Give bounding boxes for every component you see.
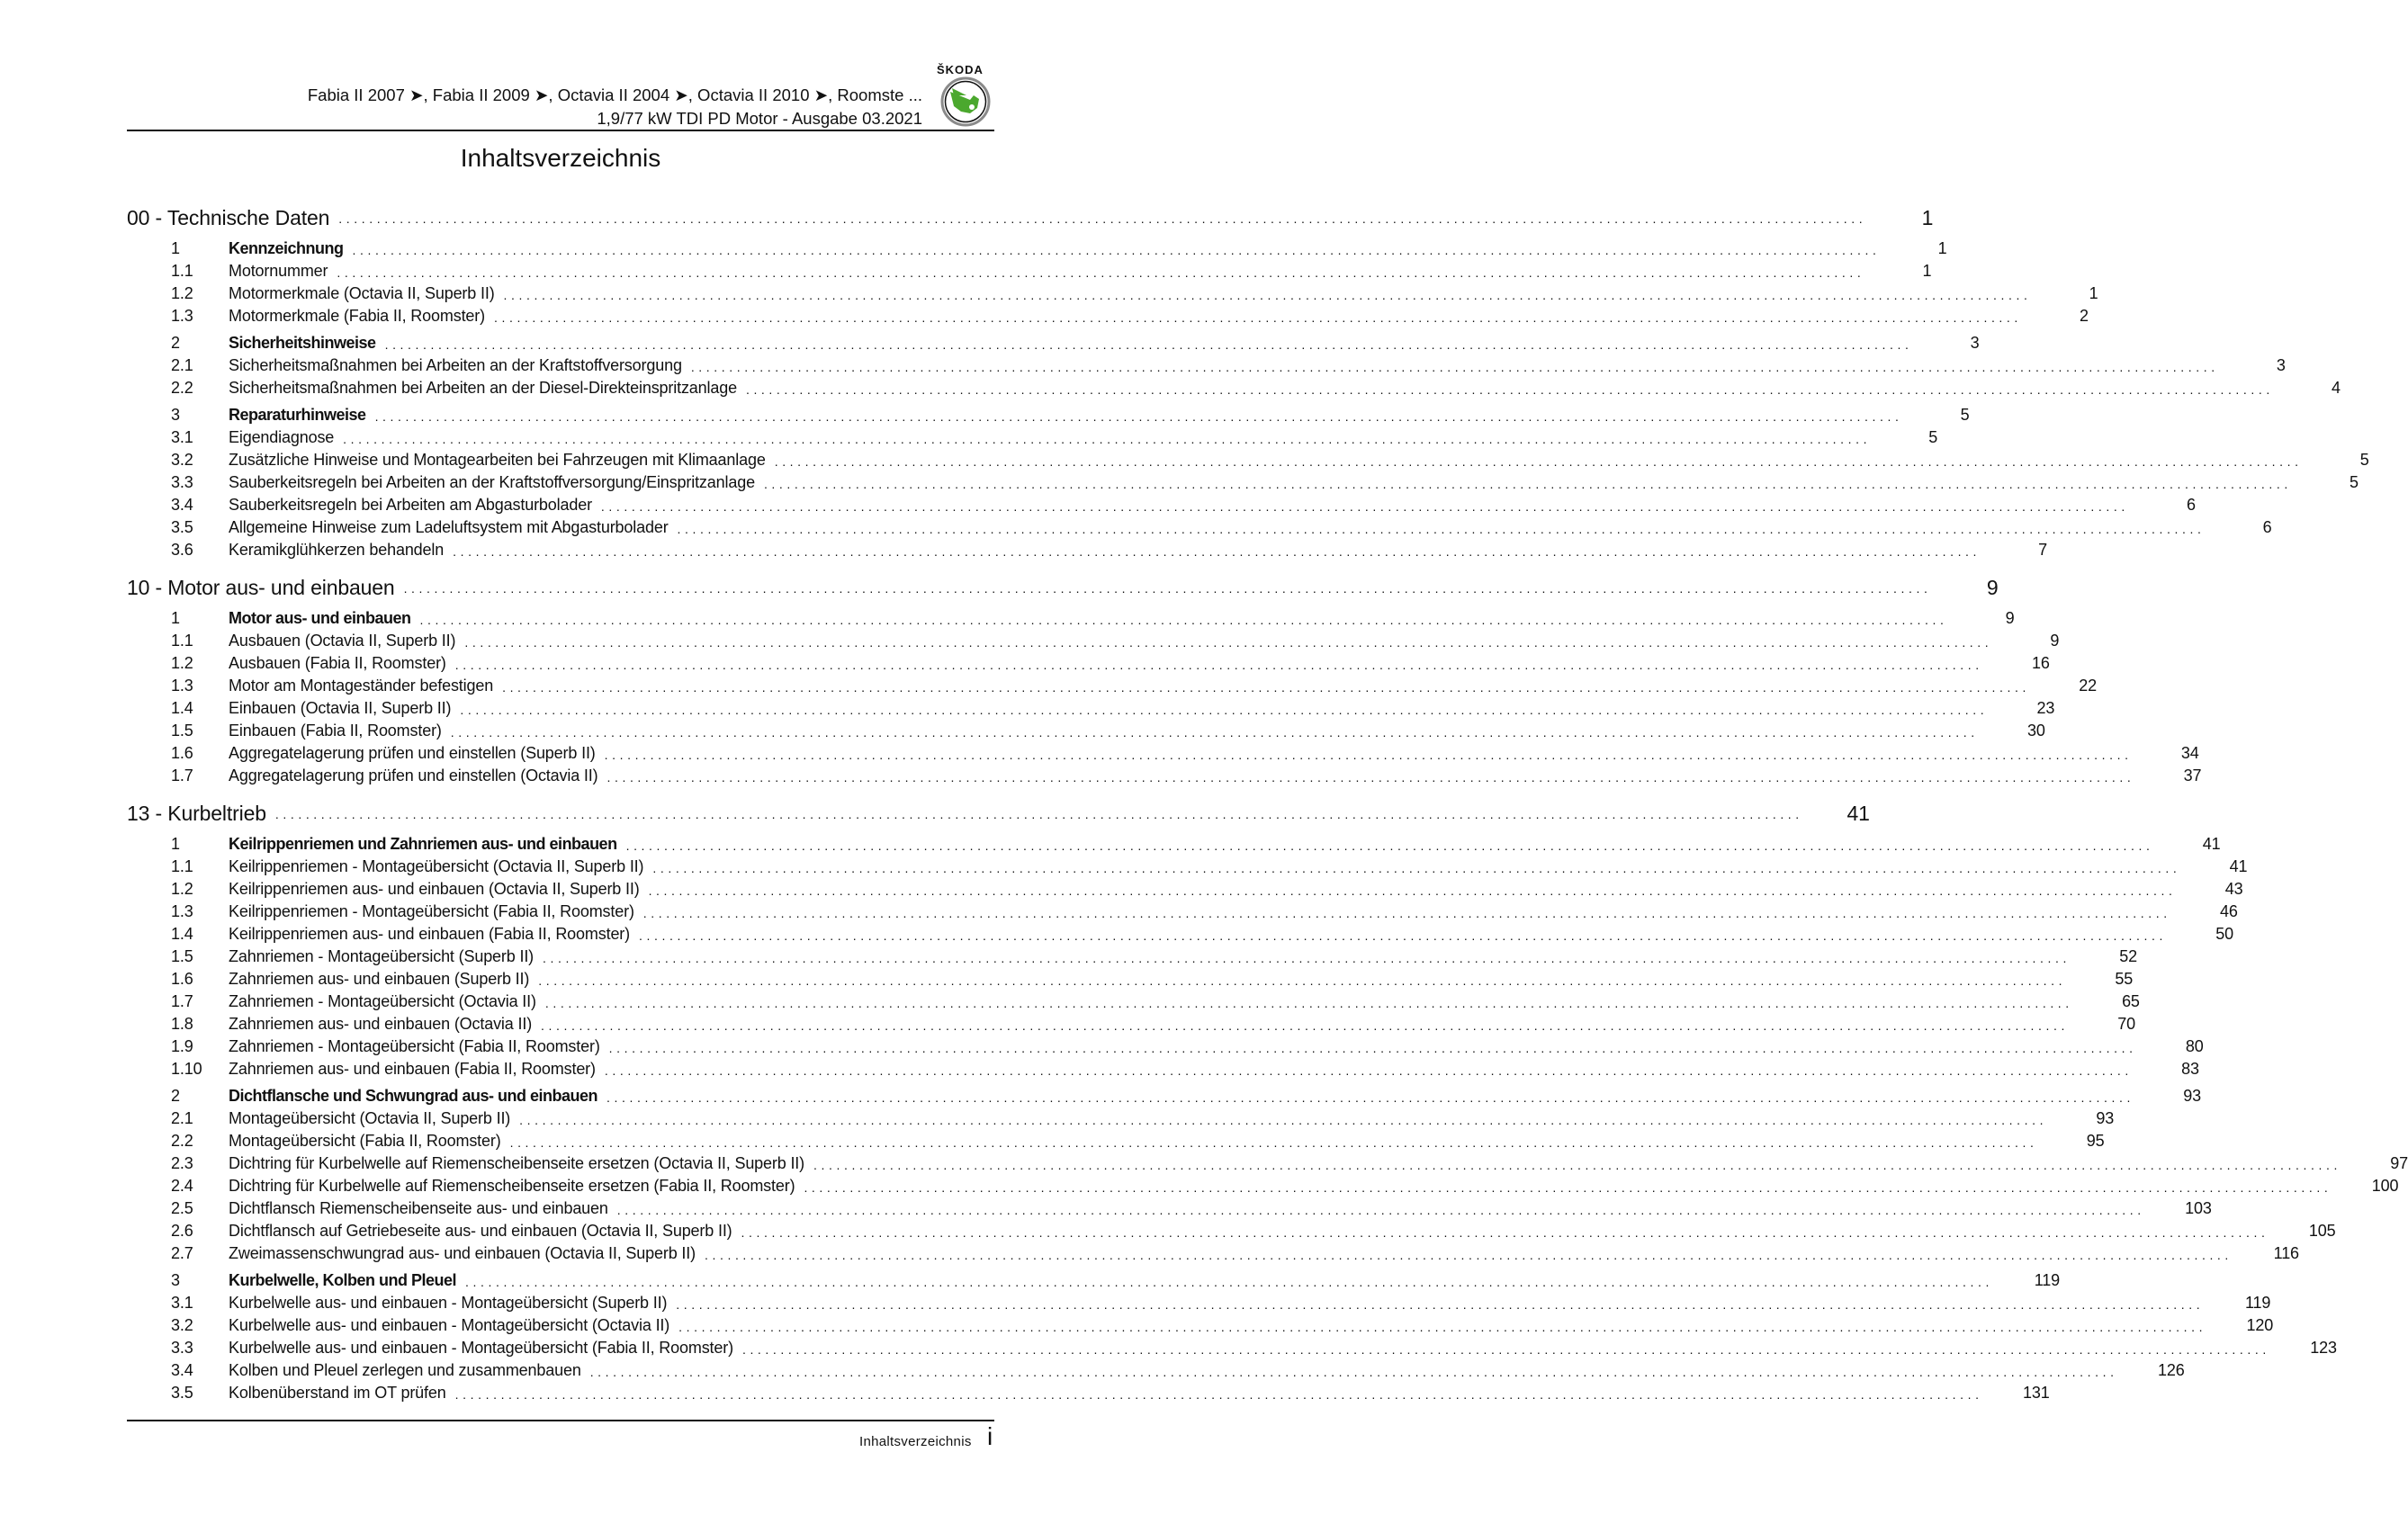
entry-number: 1.10 [171,1060,202,1078]
dot-leader: ........................................................................................................................................................................................................ [676,1296,2205,1312]
page-number: 9 [2005,609,2015,627]
entry-title: Kennzeichnung [229,239,344,257]
entry-number: 1.2 [171,654,193,672]
entry-title: Kurbelwelle aus- und einbauen - Montageübersicht (Octavia II) [229,1316,670,1334]
entry-number: 1 [171,835,180,853]
page-number: 3 [2276,356,2286,374]
page-number: 131 [2022,1384,2050,1402]
page-number: 52 [2119,947,2137,965]
dot-leader: ........................................................................................................................................................................................................ [604,747,2133,762]
page-number: 23 [2036,699,2055,717]
page-number: 22 [2079,677,2098,695]
page-number: 5 [1960,406,1970,424]
dot-leader: ........................................................................................................................................................................................................ [608,1040,2137,1055]
entry-number: 1.2 [171,880,193,898]
entry-title: Dichtring für Kurbelwelle auf Riemenscheibenseite ersetzen (Octavia II, Superb II) [229,1154,805,1172]
page-title: Inhaltsverzeichnis [460,144,661,172]
dot-leader: ........................................................................................................................................................................................................ [464,634,1993,650]
entry-number: 2.3 [171,1154,193,1172]
entry-title: Motormerkmale (Fabia II, Roomster) [229,307,485,325]
toc-entry[interactable] [127,1152,2408,1175]
header-rule [127,130,994,131]
dot-leader: ........................................................................................................................................................................................................ [274,807,1803,821]
entry-number: 2.4 [171,1177,193,1195]
entry-number: 1.6 [171,970,193,988]
page-number: 65 [2122,992,2140,1010]
dot-leader: ........................................................................................................................................................................................................ [642,905,2171,920]
entry-title: Einbauen (Fabia II, Roomster) [229,722,442,740]
entry-title: Motor aus- und einbauen [229,609,411,627]
dot-leader: ........................................................................................................................................................................................................ [519,1112,2048,1127]
page-number: 1 [1921,205,1934,229]
dot-leader: ........................................................................................................................................................................................................ [543,950,2071,965]
entry-number: 3.3 [171,473,193,491]
entry-title: Keilrippenriemen - Montageübersicht (Fabia II, Roomster) [229,902,634,920]
entry-title: Dichtflansch Riemenscheibenseite aus- und einbauen [229,1199,608,1217]
page-number: 116 [2273,1244,2299,1262]
entry-title: Zahnriemen - Montageübersicht (Superb II) [229,947,535,965]
dot-leader: ........................................................................................................................................................................................................ [704,1247,2233,1262]
dot-leader: ........................................................................................................................................................................................................ [745,381,2274,397]
entry-number: 3.4 [171,1361,193,1379]
entry-number: 2.7 [171,1244,193,1262]
entry-number: 1.6 [171,744,193,762]
toc-entry[interactable] [127,1314,2274,1337]
dot-leader: ........................................................................................................................................................................................................ [465,1274,1993,1289]
toc-entry[interactable] [127,765,2202,787]
entry-number: 3 [171,1271,180,1289]
entry-number: 3.5 [171,518,193,536]
entry-title: Zusätzliche Hinweise und Montagearbeiten bei Fahrzeugen mit Klimaanlage [229,451,766,469]
entry-title: Keilrippenriemen und Zahnriemen aus- und einbauen [229,835,617,853]
page-number: 126 [2158,1361,2185,1379]
toc-entry[interactable] [127,1130,2105,1152]
toc-entry[interactable] [127,449,2369,471]
entry-title: Keramikglühkerzen behandeln [229,541,445,559]
toc-entry[interactable] [127,630,2060,652]
page-number: 105 [2308,1222,2336,1240]
page-number: 1 [1922,262,1932,280]
entry-title: Kurbelwelle, Kolben und Pleuel [229,1271,457,1289]
toc-section-heading[interactable] [127,202,1934,233]
entry-title: Montageübersicht (Octavia II, Superb II) [229,1109,511,1127]
entry-number: 3.6 [171,541,193,559]
header-vehicle-models: Fabia II 2007 ➤, Fabia II 2009 ➤, Octavia II 2004 ➤, Octavia II 2010 ➤, Roomste ... [307,85,922,104]
toc-entry[interactable] [127,282,2098,305]
toc-entry[interactable] [127,516,2272,539]
dot-leader: ........................................................................................................................................................................................................ [338,211,1867,226]
header-engine-edition: 1,9/77 kW TDI PD Motor - Ausgabe 03.2021 [597,109,922,128]
entry-number: 2.6 [171,1222,193,1240]
dot-leader: ........................................................................................................................................................................................................ [648,883,2177,898]
entry-title: Sauberkeitsregeln bei Arbeiten an der Kraftstoffversorgung/Einspritzanlage [229,473,755,491]
entry-title: Motornummer [229,262,328,280]
toc-chapter-entry[interactable] [127,404,1970,426]
entry-number: 1.3 [171,307,193,325]
entry-number: 1.7 [171,992,193,1010]
entry-number: 2.5 [171,1199,193,1217]
entry-title: Sicherheitsmaßnahmen bei Arbeiten an der Diesel-Direkteinspritzanlage [229,379,737,397]
page-number: 30 [2026,722,2045,740]
dot-leader: ........................................................................................................................................................................................................ [639,928,2167,943]
entry-number: 1.7 [171,766,193,784]
dot-leader: ........................................................................................................................................................................................................ [600,498,2129,514]
entry-number: 3.1 [171,428,193,446]
entry-number: 1.1 [171,857,193,875]
dot-leader: ........................................................................................................................................................................................................ [625,838,2154,853]
page-number: 83 [2181,1060,2199,1078]
entry-number: 2 [171,1087,180,1105]
entry-number: 3 [171,406,180,424]
dot-leader: ........................................................................................................................................................................................................ [352,242,1881,257]
toc-entry[interactable] [127,991,2140,1013]
entry-title: Kurbelwelle aus- und einbauen - Montageübersicht (Superb II) [229,1294,668,1312]
dot-leader: ........................................................................................................................................................................................................ [741,1224,2269,1240]
dot-leader: ........................................................................................................................................................................................................ [652,860,2181,875]
page-number: 70 [2117,1015,2135,1033]
dot-leader: ........................................................................................................................................................................................................ [450,724,1979,740]
dot-leader: ........................................................................................................................................................................................................ [374,408,1903,424]
page-number: 9 [1986,575,1999,599]
entry-number: 1 [171,609,180,627]
entry-title: Keilrippenriemen aus- und einbauen (Octavia II, Superb II) [229,880,640,898]
page-number: 103 [2185,1199,2212,1217]
toc-entry[interactable] [127,471,2359,494]
page-number: 41 [2202,835,2221,853]
brand-wordmark: ŠKODA [937,63,984,76]
entry-number: 2 [171,334,180,352]
page-number: 123 [2310,1339,2337,1357]
toc-entry[interactable] [127,494,2196,516]
entry-title: Ausbauen (Fabia II, Roomster) [229,654,446,672]
page-number: 41 [2229,857,2248,875]
dot-leader: ........................................................................................................................................................................................................ [419,612,1948,627]
dot-leader: ........................................................................................................................................................................................................ [813,1157,2341,1172]
entry-number: 3.2 [171,1316,193,1334]
entry-number: 3.1 [171,1294,193,1312]
entry-number: 1.3 [171,902,193,920]
toc-entry[interactable] [127,1035,2204,1058]
entry-number: 2.1 [171,356,193,374]
dot-leader: ........................................................................................................................................................................................................ [763,476,2292,491]
entry-title: Dichtflansch auf Getriebeseite aus- und einbauen (Octavia II, Superb II) [229,1222,732,1240]
toc-chapter-entry[interactable] [127,607,2015,630]
entry-title: Kolbenüberstand im OT prüfen [229,1384,446,1402]
entry-title: Motormerkmale (Octavia II, Superb II) [229,284,495,302]
dot-leader: ........................................................................................................................................................................................................ [606,769,2135,784]
table-of-contents [127,202,2408,1404]
page-number: 41 [1846,801,1870,825]
entry-number: 3.4 [171,496,193,514]
toc-entry[interactable] [127,675,2098,697]
dot-leader: ........................................................................................................................................................................................................ [454,657,1983,672]
dot-leader: ........................................................................................................................................................................................................ [403,581,1932,596]
dot-leader: ........................................................................................................................................................................................................ [690,359,2219,374]
entry-title: Zweimassenschwungrad aus- und einbauen (Octavia II, Superb II) [229,1244,696,1262]
page-number: 43 [2224,880,2243,898]
entry-number: 3.3 [171,1339,193,1357]
footer-label: Inhaltsverzeichnis [859,1434,972,1449]
entry-title: Keilrippenriemen aus- und einbauen (Fabia II, Roomster) [229,925,630,943]
section-title: 10 - Motor aus- und einbauen [127,575,395,599]
toc-chapter-entry[interactable] [127,238,1947,260]
dot-leader: ........................................................................................................................................................................................................ [460,702,1989,717]
toc-entry[interactable] [127,856,2248,878]
dot-leader: ........................................................................................................................................................................................................ [453,543,1981,559]
entry-number: 1.1 [171,632,193,650]
entry-number: 2.2 [171,379,193,397]
toc-entry[interactable] [127,260,1932,282]
dot-leader: ........................................................................................................................................................................................................ [509,1134,2038,1150]
toc-entry[interactable] [127,1058,2199,1080]
toc-entry[interactable] [127,1292,2271,1314]
page-number: 6 [2186,496,2196,514]
toc-chapter-entry[interactable] [127,332,1980,354]
dot-leader: ........................................................................................................................................................................................................ [384,336,1913,352]
toc-entry[interactable] [127,354,2286,377]
page-number: 5 [2359,451,2369,469]
toc-entry[interactable] [127,923,2233,946]
page-number: 7 [2038,541,2048,559]
toc-entry[interactable] [127,1337,2337,1359]
page-number: 46 [2220,902,2238,920]
section-title: 00 - Technische Daten [127,205,330,229]
page-number: 16 [2031,654,2050,672]
entry-title: Keilrippenriemen - Montageübersicht (Octavia II, Superb II) [229,857,644,875]
entry-number: 1.5 [171,947,193,965]
entry-title: Einbauen (Octavia II, Superb II) [229,699,452,717]
page-number: 5 [1928,428,1938,446]
entry-number: 1.1 [171,262,193,280]
page-number: 119 [2244,1294,2271,1312]
entry-title: Reparaturhinweise [229,406,366,424]
section-title: 13 - Kurbeltrieb [127,801,266,825]
dot-leader: ........................................................................................................................................................................................................ [774,453,2303,469]
dot-leader: ........................................................................................................................................................................................................ [677,521,2206,536]
dot-leader: ........................................................................................................................................................................................................ [544,995,2073,1010]
toc-entry[interactable] [127,1175,2399,1197]
toc-entry[interactable] [127,1242,2299,1265]
page-number: 50 [2215,925,2233,943]
toc-entry[interactable] [127,1013,2135,1035]
toc-entry[interactable] [127,720,2045,742]
entry-title: Zahnriemen - Montageübersicht (Octavia II) [229,992,536,1010]
toc-entry[interactable] [127,1197,2212,1220]
toc-section-heading[interactable] [127,572,1999,603]
page-number: 119 [2034,1271,2060,1289]
entry-title: Kurbelwelle aus- und einbauen - Montageübersicht (Fabia II, Roomster) [229,1339,733,1357]
dot-leader: ........................................................................................................................................................................................................ [741,1341,2270,1357]
entry-number: 1.4 [171,699,193,717]
page-number: 6 [2262,518,2272,536]
dot-leader: ........................................................................................................................................................................................................ [503,287,2032,302]
toc-entry[interactable] [127,878,2243,901]
page-number: 93 [2183,1087,2201,1105]
entry-number: 2.2 [171,1132,193,1150]
entry-title: Aggregatelagerung prüfen und einstellen (Octavia II) [229,766,598,784]
toc-entry[interactable] [127,742,2199,765]
dot-leader: ........................................................................................................................................................................................................ [343,431,1872,446]
entry-number: 1 [171,239,180,257]
toc-section-heading[interactable] [127,798,1870,829]
entry-number: 2.1 [171,1109,193,1127]
dot-leader: ........................................................................................................................................................................................................ [541,1017,2069,1033]
page-number: 1 [1937,239,1947,257]
page-number: 100 [2371,1177,2399,1195]
dot-leader: ........................................................................................................................................................................................................ [616,1202,2145,1217]
toc-entry[interactable] [127,426,1938,449]
entry-title: Motor am Montageständer befestigen [229,677,494,695]
entry-number: 1.4 [171,925,193,943]
entry-number: 1.2 [171,284,193,302]
skoda-logo-icon [939,76,992,128]
entry-title: Kolben und Pleuel zerlegen und zusammenbauen [229,1361,581,1379]
entry-title: Eigendiagnose [229,428,335,446]
dot-leader: ........................................................................................................................................................................................................ [538,973,2067,988]
entry-number: 1.8 [171,1015,193,1033]
entry-title: Aggregatelagerung prüfen und einstellen (Superb II) [229,744,596,762]
toc-chapter-entry[interactable] [127,1269,2060,1292]
entry-number: 1.5 [171,722,193,740]
page-number: 1 [2089,284,2098,302]
entry-title: Allgemeine Hinweise zum Ladeluftsystem mit Abgasturbolader [229,518,669,536]
page-number: 55 [2115,970,2134,988]
toc-entry[interactable] [127,946,2137,968]
entry-title: Zahnriemen aus- und einbauen (Octavia II) [229,1015,533,1033]
toc-entry[interactable] [127,305,2089,327]
dot-leader: ........................................................................................................................................................................................................ [678,1319,2207,1334]
toc-entry[interactable] [127,1107,2115,1130]
toc-entry[interactable] [127,1220,2336,1242]
dot-leader: ........................................................................................................................................................................................................ [606,1089,2134,1105]
entry-title: Sicherheitshinweise [229,334,376,352]
page-number: 34 [2180,744,2199,762]
dot-leader: ........................................................................................................................................................................................................ [589,1364,2118,1379]
entry-title: Sauberkeitsregeln bei Arbeiten am Abgasturbolader [229,496,592,514]
entry-title: Zahnriemen aus- und einbauen (Fabia II, Roomster) [229,1060,596,1078]
dot-leader: ........................................................................................................................................................................................................ [804,1179,2332,1195]
page-number: 95 [2086,1132,2105,1150]
page-number: 80 [2185,1037,2204,1055]
toc-entry[interactable] [127,901,2238,923]
entry-title: Montageübersicht (Fabia II, Roomster) [229,1132,501,1150]
page-number: 4 [2332,379,2341,397]
entry-title: Sicherheitsmaßnahmen bei Arbeiten an der Kraftstoffversorgung [229,356,682,374]
footer-rule [127,1420,994,1421]
entry-number: 1.9 [171,1037,193,1055]
entry-title: Dichtring für Kurbelwelle auf Riemenscheibenseite ersetzen (Fabia II, Roomster) [229,1177,795,1195]
page-number: 2 [2080,307,2089,325]
dot-leader: ........................................................................................................................................................................................................ [454,1386,1983,1402]
toc-entry[interactable] [127,539,2048,561]
entry-number: 3.5 [171,1384,193,1402]
page-number: 37 [2183,766,2202,784]
toc-entry[interactable] [127,1382,2050,1404]
entry-number: 1.3 [171,677,193,695]
page-number: 3 [1970,334,1980,352]
toc-entry[interactable] [127,697,2055,720]
entry-title: Zahnriemen aus- und einbauen (Superb II) [229,970,530,988]
page-number: 5 [2350,473,2359,491]
toc-entry[interactable] [127,968,2134,991]
toc-entry[interactable] [127,377,2341,399]
dot-leader: ........................................................................................................................................................................................................ [493,309,2022,325]
footer-page-number: i [987,1422,993,1450]
dot-leader: ........................................................................................................................................................................................................ [604,1062,2133,1078]
toc-entry[interactable] [127,652,2050,675]
page-number: 120 [2246,1316,2274,1334]
dot-leader: ........................................................................................................................................................................................................ [502,679,2031,695]
toc-chapter-entry[interactable] [127,1085,2201,1107]
toc-entry[interactable] [127,1359,2185,1382]
entry-title: Ausbauen (Octavia II, Superb II) [229,632,456,650]
page-number: 9 [2050,632,2060,650]
page-number: 97 [2390,1154,2408,1172]
entry-number: 3.2 [171,451,193,469]
entry-title: Dichtflansche und Schwungrad aus- und einbauen [229,1087,598,1105]
entry-title: Zahnriemen - Montageübersicht (Fabia II, Roomster) [229,1037,600,1055]
dot-leader: ........................................................................................................................................................................................................ [337,264,1865,280]
toc-chapter-entry[interactable] [127,833,2221,856]
page-number: 93 [2096,1109,2115,1127]
